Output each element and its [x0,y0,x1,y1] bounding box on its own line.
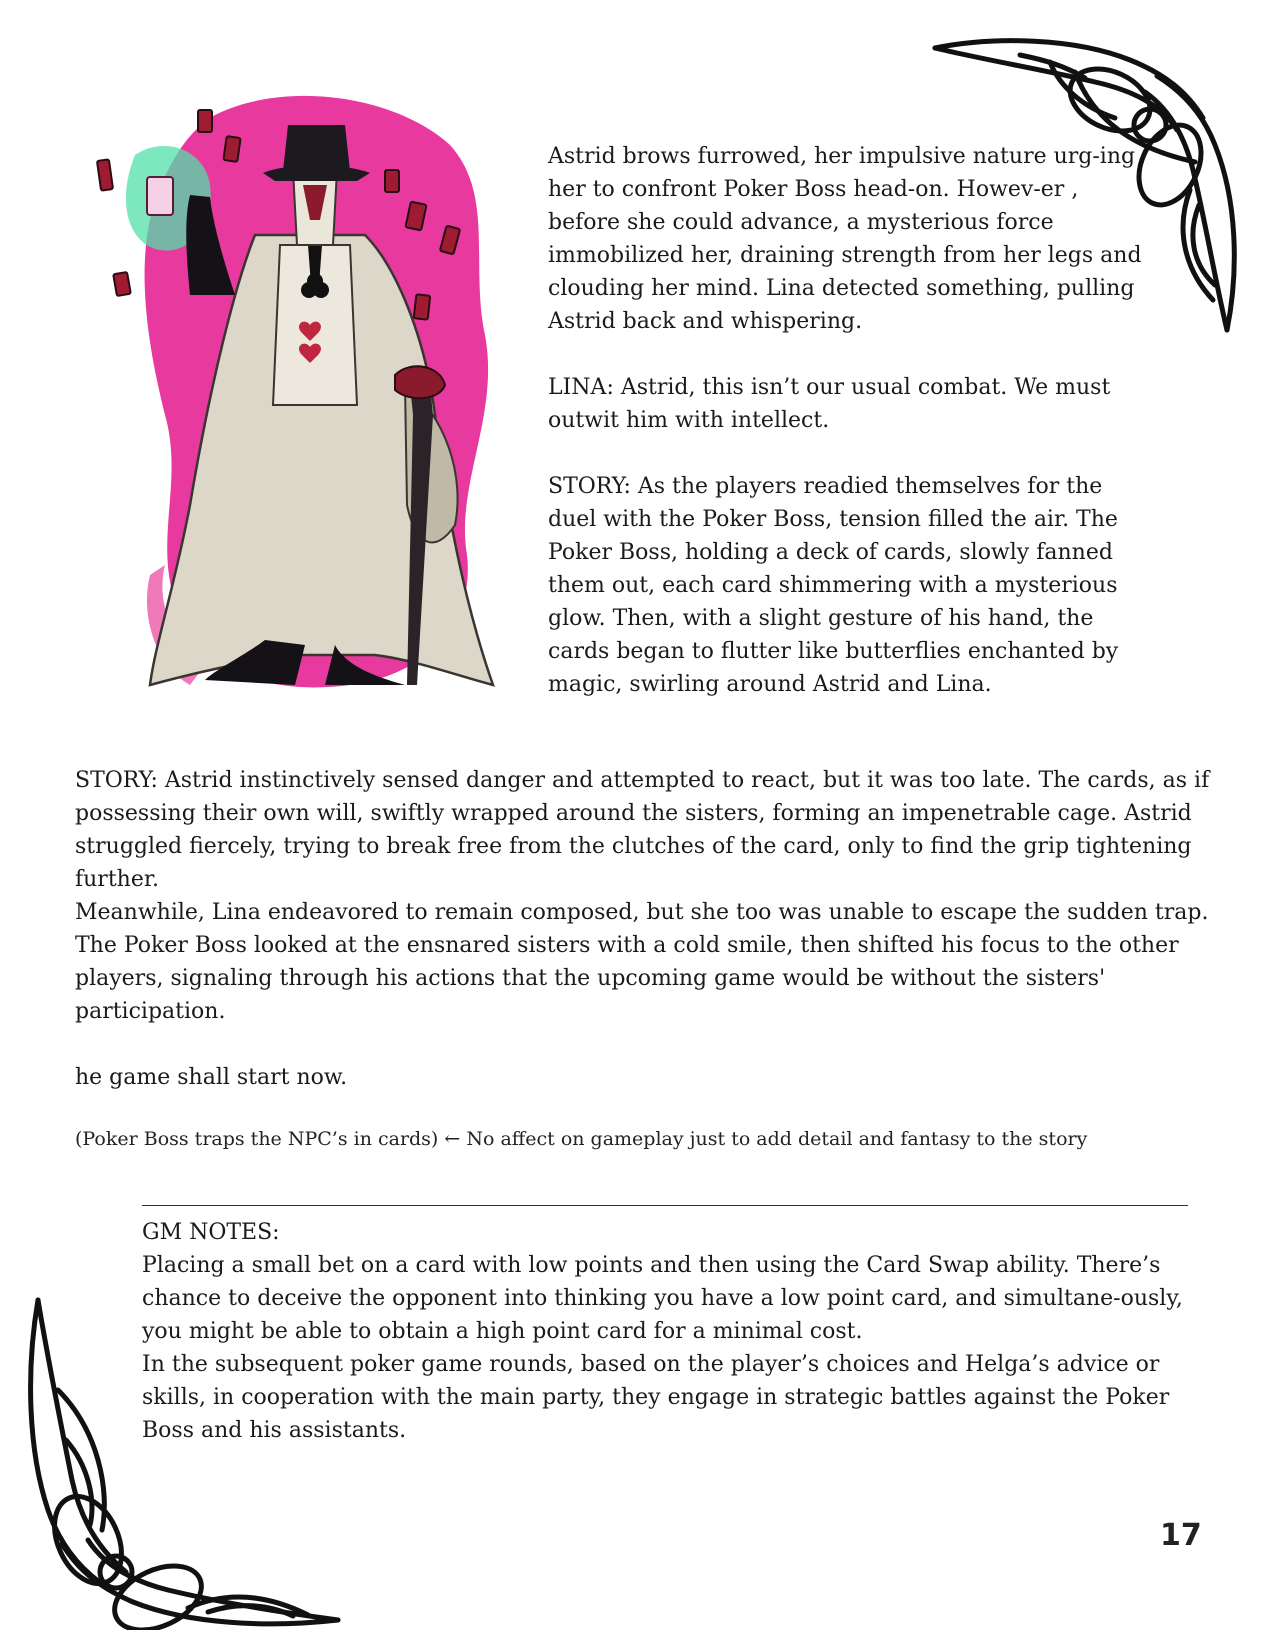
story-paragraph-1: STORY: As the players readied themselves for the duel with the Poker Boss, tension filled the air. The Poker Boss, holding a deck of cards, slowly fanned them out, each card shimmering with a mysterious glow. Then, with a slight gesture of his hand, the cards began to flutter like butterflies enchanted by magic, swirling around Astrid and Lina. [548,474,1119,697]
right-column [548,140,1148,701]
game-start-line: he game shall start now. [75,1065,348,1090]
page-number: 17 [1160,1518,1202,1553]
glowing-card [147,177,173,215]
gm-notes-heading: GM NOTES: [142,1220,280,1245]
gm-notes-paragraph-1: Placing a small bet on a card with low points and then using the Card Swap ability. There’s chance to deceive the opponent into thinking you have a low point card, and simultane-ously, you might be able to obtain a high point card for a minimal cost. [142,1253,1183,1344]
lina-dialogue: LINA: Astrid, this isn’t our usual combat. We must outwit him with intellect. [548,375,1111,433]
intro-paragraph: Astrid brows furrowed, her impulsive nature urg-ing her to confront Poker Boss head-on. Howev-er , before she could advance, a mysterious force immobilized her, draining strength from her legs and clouding her mind. Lina detected something, pulling Astrid back and whispering. [548,144,1142,334]
story-paragraph-2: STORY: Astrid instinctively sensed danger and attempted to react, but it was too late. The cards, as if possessing their own will, swiftly wrapped around the sisters, forming an impenetrable cage. Astrid struggled fiercely, trying to break free from the clutches of the card, only to find the grip tightening further. [75,768,1210,892]
gm-notes-paragraph-2: In the subsequent poker game rounds, based on the player’s choices and Helga’s advice or skills, in cooperation with the main party, they engage in strategic battles against the Poker Boss and his assistants. [142,1352,1170,1443]
main-column [75,764,1215,1094]
story-paragraph-3: Meanwhile, Lina endeavored to remain composed, but she too was unable to escape the sudden trap. The Poker Boss looked at the ensnared sisters with a cold smile, then shifted his focus to the other players, signaling through his actions that the upcoming game would be without the sisters' participation. [75,900,1209,1024]
poker-boss-illustration [95,85,525,725]
divider-rule [142,1205,1188,1206]
gameplay-note: (Poker Boss traps the NPC’s in cards) ← No affect on gameplay just to add detail and fantasy to the story [75,1128,1088,1150]
celtic-knot-corner-bottom-left [18,1290,348,1630]
